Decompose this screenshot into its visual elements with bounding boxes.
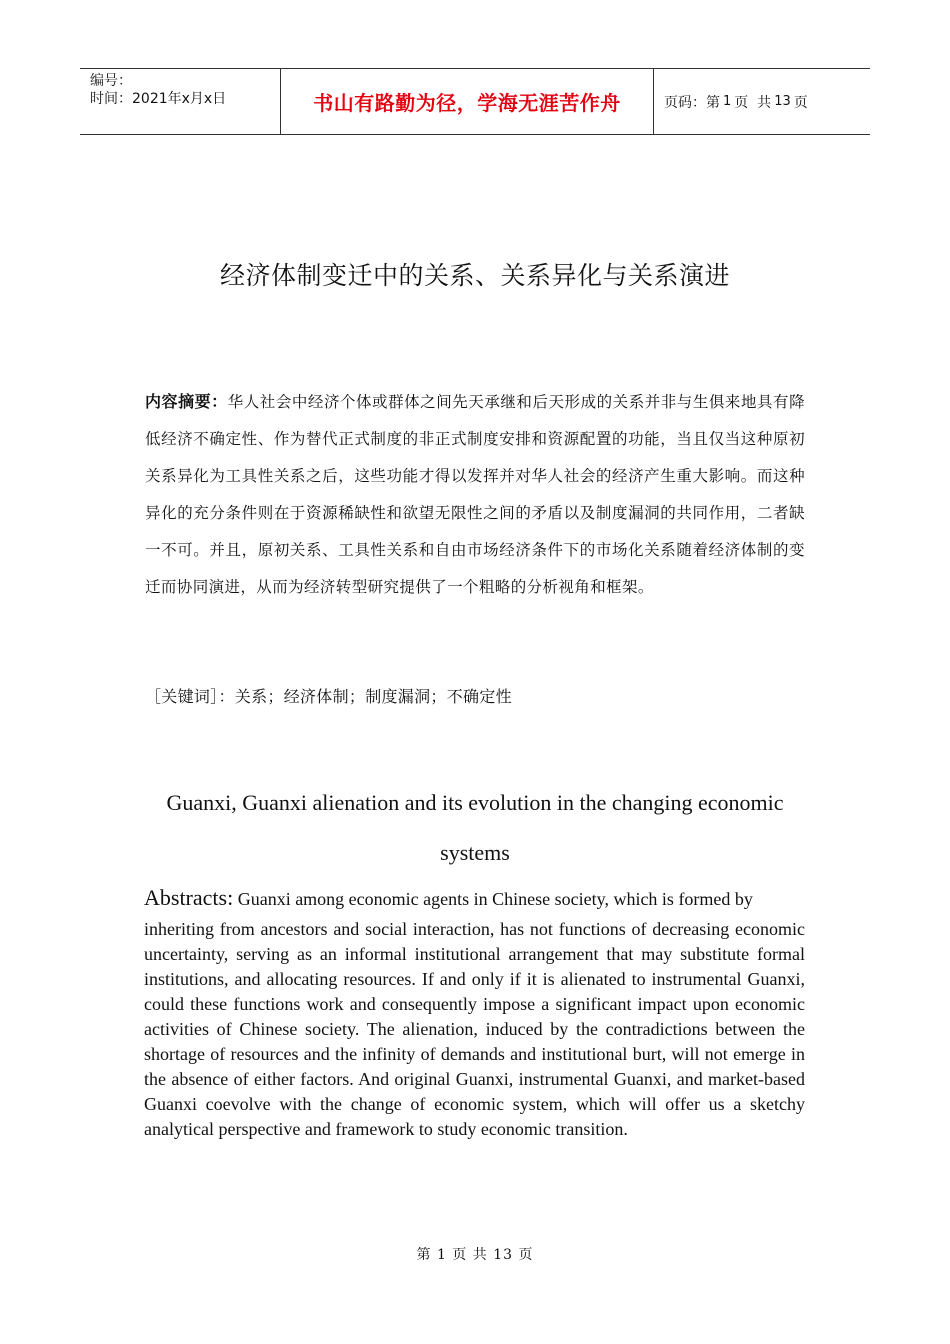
abstract-en-first-text: Guanxi among economic agents in Chinese society, which is formed by xyxy=(237,889,753,909)
abstract-en-text: inheriting from ancestors and social interaction, has not functions of decreasing economic uncertainty, serving as an informal institutional arrangement that may substitute formal institutions, and allocating resources. If and only if it is alienated to instrumental Guanxi, could these functions work and consequently impose a significant impact upon economic activities of Chinese society. The alienation, induced by the contradictions between the shortage of resources and the infinity of demands and institutional burt, will not emerge in the absence of either factors. And original Guanxi, instrumental Guanxi, and market-based Guanxi coevolve with the change of economic system, which will offer us a sketchy analytical perspective and framework to study economic transition. xyxy=(144,919,805,1139)
page-footer: 第 1 页 共 13 页 xyxy=(416,1247,534,1263)
document-title: 经济体制变迁中的关系、关系异化与关系演进 xyxy=(219,261,730,290)
motto: 书山有路勤为径，学海无涯苦作舟 xyxy=(313,91,621,115)
english-title-line1: Guanxi, Guanxi alienation and its evolution in the changing economic xyxy=(166,790,784,815)
english-title xyxy=(0,778,950,878)
date-label: 时间：2021年x月x日 xyxy=(90,91,227,107)
header-table xyxy=(80,68,870,135)
abstract-chinese xyxy=(145,383,805,606)
page-middle: 页 共 xyxy=(734,94,772,111)
serial-label: 编号： xyxy=(90,73,132,89)
abstract-english xyxy=(144,880,805,1142)
abstract-cn-label: 内容摘要： xyxy=(145,392,228,411)
abstract-en-label: Abstracts: xyxy=(144,885,234,910)
header-motto-cell xyxy=(281,69,654,134)
page-current: 1 xyxy=(723,94,732,109)
english-title-line2: systems xyxy=(440,840,510,865)
page-suffix: 页 xyxy=(793,94,808,111)
abstract-cn-text: 华人社会中经济个体或群体之间先天承继和后天形成的关系并非与生俱来地具有降低经济不确定性、作为替代正式制度的非正式制度安排和资源配置的功能，当且仅当这种原初关系异化为工具性关系之后，这些功能才得以发挥并对华人社会的经济产生重大影响。而这种异化的充分条件则在于资源稀缺性和欲望无限性之间的矛盾以及制度漏洞的共同作用，二者缺一不可。并且，原初关系、工具性关系和自由市场经济条件下的市场化关系随着经济体制的变迁而协同演进，从而为经济转型研究提供了一个粗略的分析视角和框架。 xyxy=(145,393,805,596)
page-total: 13 xyxy=(774,94,791,109)
keywords: ［关键词］：关系；经济体制；制度漏洞；不确定性 xyxy=(145,687,512,706)
page-prefix: 页码：第 xyxy=(664,94,720,111)
abstract-en-first-line xyxy=(144,880,805,917)
header-page-cell xyxy=(654,69,870,134)
header-info-cell xyxy=(80,69,281,134)
